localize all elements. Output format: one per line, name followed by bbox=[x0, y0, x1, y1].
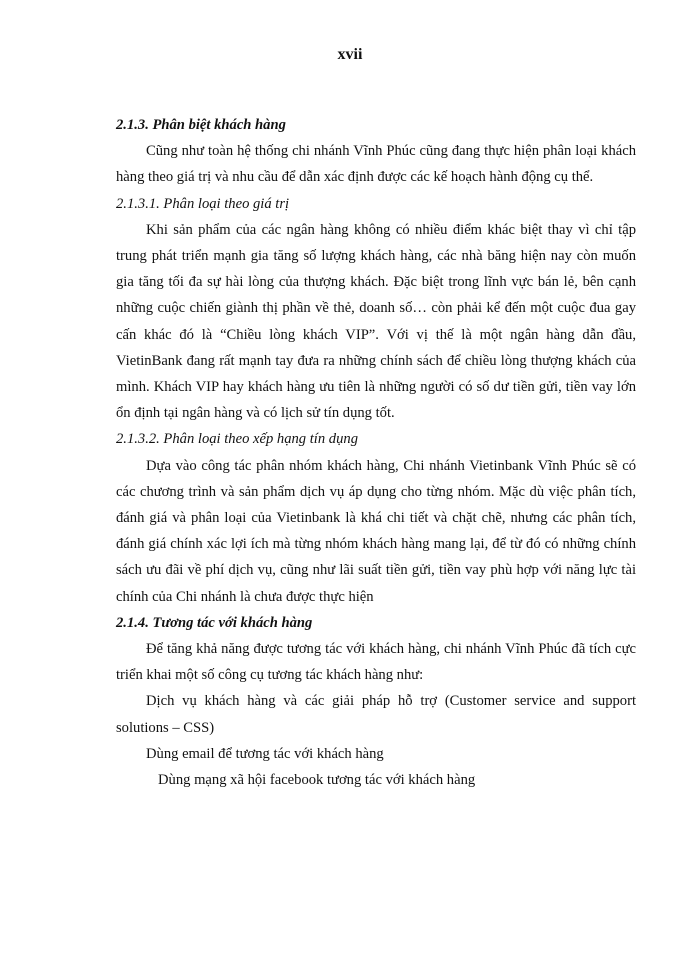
heading-2-1-3: 2.1.3. Phân biệt khách hàng bbox=[116, 117, 286, 133]
paragraph-2-1-4-email: Dùng email để tương tác với khách hàng bbox=[146, 745, 384, 762]
paragraph-2-1-3: Cũng như toàn hệ thống chi nhánh Vĩnh Phúc cũng đang thực hiện phân loại khách hàng theo giá trị và nhu cầu để dẫn xác định được các kế hoạch hành động cụ thể. bbox=[116, 143, 636, 186]
paragraph-2-1-3-2: Dựa vào công tác phân nhóm khách hàng, Chi nhánh Vietinbank Vĩnh Phúc sẽ có các chương trình và sản phẩm dịch vụ áp dụng cho từng nhóm. Mặc dù việc phân tích, đánh giá và phân loại của Vietinbank là khá chi tiết và chặt chẽ, nhưng các phân tích, đánh giá chính xác lợi ích mà từng nhóm khách hàng mang lại, để từ đó có những chính sách ưu đãi về phí dịch vụ, cũng như lãi suất tiền gửi, tiền vay phù hợp với năng lực tài chính của Chi nhánh là chưa được thực hiện bbox=[116, 457, 636, 605]
paragraph-2-1-4-facebook: Dùng mạng xã hội facebook tương tác với khách hàng bbox=[158, 772, 476, 789]
paragraph-2-1-4-css: Dịch vụ khách hàng và các giải pháp hỗ trợ (Customer service and support solutions – CSS) bbox=[116, 693, 636, 736]
page-content bbox=[116, 112, 636, 793]
paragraph-2-1-3-1: Khi sản phẩm của các ngân hàng không có nhiều điểm khác biệt thay vì chỉ tập trung phát triển mạnh gia tăng số lượng khách hàng, các nhà băng hiện nay còn muốn gia tăng tối đa sự hài lòng của thượng khách. Đặc biệt trong lĩnh vực bán lẻ, bên cạnh những cuộc chiến giành thị phần về thẻ, doanh số… còn phải kể đến một cuộc đua gay cấn khác đó là “Chiều lòng khách VIP”. Với vị thế là một ngân hàng dẫn đầu, VietinBank đang rất mạnh tay đưa ra những chính sách để chiều lòng thượng khách của mình. Khách VIP hay khách hàng ưu tiên là những người có số dư tiền gửi, tiền vay lớn ổn định tại ngân hàng và có lịch sử tín dụng tốt. bbox=[116, 221, 636, 422]
paragraph-2-1-4-intro: Để tăng khả năng được tương tác với khách hàng, chi nhánh Vĩnh Phúc đã tích cực triển khai một số công cụ tương tác khách hàng như: bbox=[116, 641, 636, 684]
heading-2-1-3-1: 2.1.3.1. Phân loại theo giá trị bbox=[116, 195, 290, 212]
heading-2-1-4: 2.1.4. Tương tác với khách hàng bbox=[116, 614, 313, 631]
heading-2-1-3-2: 2.1.3.2. Phân loại theo xếp hạng tín dụng bbox=[116, 431, 358, 448]
page-number: xvii bbox=[337, 46, 363, 63]
